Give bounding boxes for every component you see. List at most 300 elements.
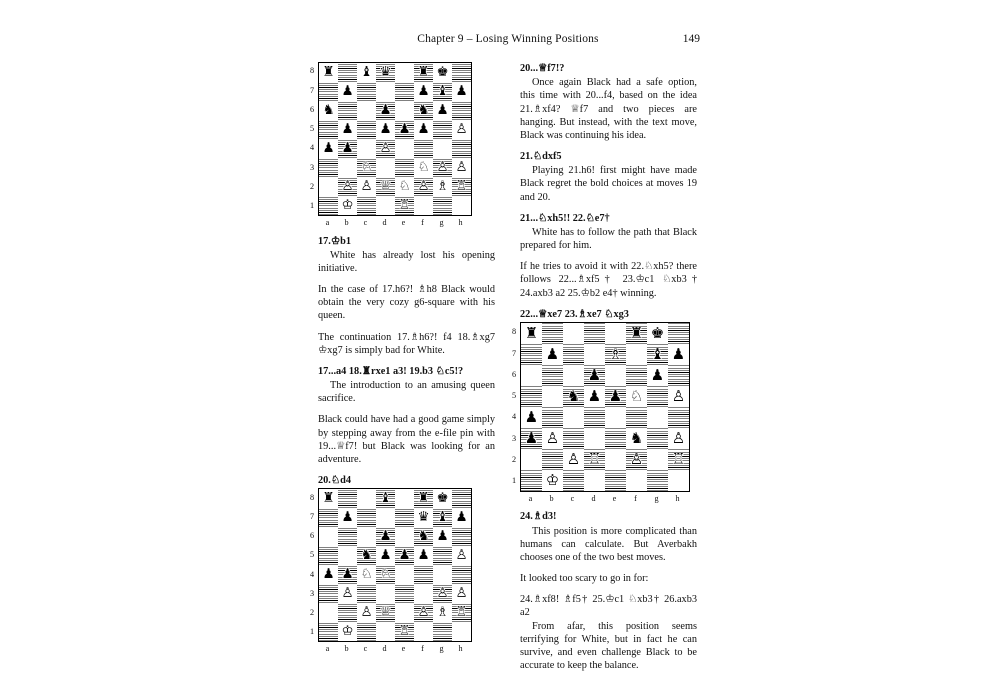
board-square [452, 546, 471, 565]
board-square [605, 344, 626, 365]
move-heading: 20.♘d4 [318, 475, 351, 487]
chess-piece: ♟ [379, 528, 392, 544]
board-square [319, 622, 338, 641]
chess-piece: ♟ [436, 101, 449, 118]
board-square [452, 63, 471, 82]
chess-piece: ♖ [398, 196, 411, 213]
rank-labels [307, 488, 317, 642]
board-square [376, 101, 395, 120]
chess-piece: ♞ [566, 386, 581, 405]
board-square [338, 177, 357, 196]
board-square [563, 365, 584, 386]
chess-piece: ♘ [629, 386, 644, 405]
board-square [338, 63, 357, 82]
file-label: d [591, 493, 596, 503]
paragraph: White has to follow the path that Black prepared for him. [520, 226, 697, 252]
board-square [338, 508, 357, 527]
chess-piece: ♙ [629, 449, 644, 468]
chess-piece: ♝ [650, 344, 665, 363]
board-square [414, 82, 433, 101]
chess-piece: ♞ [417, 101, 430, 118]
board-square [605, 407, 626, 428]
chess-piece: ♞ [360, 547, 373, 563]
board-square [357, 177, 376, 196]
board-square [338, 158, 357, 177]
chess-piece: ♚ [436, 490, 449, 506]
chess-piece: ♟ [341, 139, 354, 156]
board-square [357, 546, 376, 565]
board-square [647, 428, 668, 449]
file-label: h [675, 493, 680, 503]
board-square [376, 120, 395, 139]
paragraph: It looked too scary to go in for: [520, 573, 649, 585]
board-square [452, 603, 471, 622]
move-heading: 17.♔b1 [318, 235, 351, 247]
board-square [414, 489, 433, 508]
board-square [452, 584, 471, 603]
board-square [357, 565, 376, 584]
board-square [414, 527, 433, 546]
board-square [395, 622, 414, 641]
paragraph: This position is more complicated than humans can calculate. But Averbakh chooses one of the two best moves. [520, 525, 697, 563]
board-square [584, 386, 605, 407]
paragraph: In the case of 17.h6?! ♗h8 Black would obtain the very cozy g6-square with his queen. [318, 284, 495, 322]
board-square [626, 386, 647, 407]
file-label: f [421, 218, 424, 227]
board-square [452, 527, 471, 546]
board-square [319, 196, 338, 215]
board-square [357, 139, 376, 158]
file-label: h [458, 218, 463, 227]
chess-piece: ♟ [322, 139, 335, 156]
board-square [433, 101, 452, 120]
board-square [521, 365, 542, 386]
rank-label: 4 [309, 569, 315, 579]
chess-piece: ♟ [341, 509, 354, 525]
board-square [414, 177, 433, 196]
board-square [626, 365, 647, 386]
board-square [542, 428, 563, 449]
chess-piece: ♖ [671, 449, 686, 468]
chess-piece: ♝ [436, 82, 449, 99]
board-square [647, 449, 668, 470]
chess-piece: ♟ [671, 344, 686, 363]
rank-label: 7 [309, 511, 315, 521]
chess-piece: ♞ [322, 101, 335, 118]
board-square [376, 158, 395, 177]
chess-board-grid [318, 62, 472, 216]
board-square [414, 120, 433, 139]
file-label: a [325, 218, 330, 227]
chess-piece: ♔ [341, 196, 354, 213]
board-square [521, 407, 542, 428]
board-square [357, 196, 376, 215]
board-square [521, 323, 542, 344]
board-square [626, 323, 647, 344]
chess-piece: ♛ [379, 63, 392, 80]
board-square [521, 470, 542, 491]
file-label: h [458, 644, 463, 654]
rank-labels [509, 322, 519, 492]
chess-piece: ♙ [436, 158, 449, 175]
chess-piece: ♜ [417, 490, 430, 506]
chess-piece: ♙ [671, 428, 686, 447]
right-column-text-top [520, 62, 697, 321]
board-square [668, 344, 689, 365]
board-square [433, 63, 452, 82]
file-label: c [570, 493, 575, 503]
board-square [376, 63, 395, 82]
rank-label: 1 [511, 476, 517, 486]
rank-label: 8 [511, 327, 517, 337]
chess-diagram-1 [309, 62, 495, 229]
rank-label: 5 [309, 124, 315, 134]
board-square [433, 196, 452, 215]
board-square [338, 489, 357, 508]
chess-piece: ♙ [455, 158, 468, 175]
board-square [357, 82, 376, 101]
board-square [668, 470, 689, 491]
chess-piece: ♟ [417, 82, 430, 99]
chess-piece: ♜ [524, 323, 539, 342]
board-square [605, 470, 626, 491]
position-after-20-Nd4 [309, 488, 470, 655]
board-square [338, 527, 357, 546]
board-square [647, 386, 668, 407]
paragraph: Playing 21.h6! first might have made Black regret the bold choices at moves 19 and 20. [520, 165, 697, 203]
board-square [338, 622, 357, 641]
board-square [395, 565, 414, 584]
board-square [395, 508, 414, 527]
file-labels [318, 644, 470, 655]
board-square [319, 63, 338, 82]
board-square [452, 139, 471, 158]
board-square [338, 584, 357, 603]
move-heading: 24.♗d3! [520, 511, 557, 523]
board-square [433, 139, 452, 158]
rank-label: 2 [511, 454, 517, 464]
chess-piece: ♟ [322, 566, 335, 582]
chess-piece: ♕ [379, 177, 392, 194]
file-label: c [363, 644, 368, 654]
chess-piece: ♖ [398, 623, 411, 639]
chess-piece: ♗ [436, 177, 449, 194]
board-square [647, 323, 668, 344]
board-square [338, 101, 357, 120]
board-square [433, 527, 452, 546]
board-square [584, 449, 605, 470]
board-square [452, 120, 471, 139]
chess-piece: ♙ [566, 449, 581, 468]
move-heading: 22...♕xe7 23.♗xe7 ♘xg3 [520, 308, 629, 320]
board-square [605, 449, 626, 470]
board-square [414, 565, 433, 584]
file-label: a [325, 644, 330, 654]
board-square [319, 139, 338, 158]
chess-piece: ♜ [629, 323, 644, 342]
rank-label: 7 [309, 85, 315, 95]
chess-piece: ♙ [455, 585, 468, 601]
chess-piece: ♖ [455, 177, 468, 194]
board-square [521, 428, 542, 449]
chess-piece: ♙ [360, 604, 373, 620]
board-square [338, 603, 357, 622]
paragraph: Once again Black had a safe option, this time with 20...f4, based on the idea 21.♗xf4? ♕f7 and two pieces are hanging. But instead, with the text move, Black was continuing his idea. [520, 77, 697, 141]
rank-label: 2 [309, 181, 315, 191]
board-square [584, 470, 605, 491]
board-square [542, 344, 563, 365]
rank-label: 1 [309, 627, 315, 637]
chess-piece: ♙ [545, 428, 560, 447]
chess-piece: ♝ [436, 509, 449, 525]
paragraph: The introduction to an amusing queen sacrifice. [318, 380, 495, 405]
chess-diagram-2 [309, 488, 495, 655]
board-square [521, 386, 542, 407]
file-label: e [612, 493, 617, 503]
chess-piece: ♜ [322, 63, 335, 80]
board-square [584, 407, 605, 428]
board-square [433, 120, 452, 139]
board-square [376, 139, 395, 158]
rank-label: 5 [309, 550, 315, 560]
board-square [433, 82, 452, 101]
board-square [414, 508, 433, 527]
board-square [376, 584, 395, 603]
board-square [414, 196, 433, 215]
board-square [338, 139, 357, 158]
file-labels [318, 218, 470, 229]
chess-piece: ♟ [455, 82, 468, 99]
board-square [563, 386, 584, 407]
board-square [584, 323, 605, 344]
board-square [521, 449, 542, 470]
board-square [376, 177, 395, 196]
chess-piece: ♟ [417, 120, 430, 137]
chess-piece: ♙ [455, 547, 468, 563]
board-square [395, 101, 414, 120]
board-square [357, 508, 376, 527]
board-square [452, 489, 471, 508]
board-square [414, 584, 433, 603]
chess-piece: ♟ [341, 82, 354, 99]
board-square [376, 546, 395, 565]
board-square [605, 428, 626, 449]
board-square [414, 622, 433, 641]
board-square [433, 158, 452, 177]
rank-label: 1 [309, 201, 315, 211]
chess-piece: ♗ [436, 604, 449, 620]
rank-label: 4 [309, 143, 315, 153]
board-square [338, 546, 357, 565]
board-square [376, 565, 395, 584]
position-after-17-Kb1 [309, 62, 470, 229]
rank-label: 7 [511, 348, 517, 358]
board-square [319, 546, 338, 565]
file-label: g [439, 218, 444, 227]
board-square [414, 63, 433, 82]
chess-piece: ♟ [650, 365, 665, 384]
right-column-text-bottom [520, 510, 697, 672]
board-square [452, 82, 471, 101]
chess-piece: ♟ [379, 120, 392, 137]
rank-label: 6 [511, 369, 517, 379]
chess-piece: ♟ [587, 386, 602, 405]
board-square [414, 139, 433, 158]
file-label: e [401, 218, 406, 227]
chess-piece: ♟ [545, 344, 560, 363]
board-square [626, 449, 647, 470]
file-label: a [528, 493, 533, 503]
board-square [376, 196, 395, 215]
file-label: f [634, 493, 637, 503]
chess-piece: ♛ [417, 509, 430, 525]
page-number: 149 [682, 33, 700, 45]
board-square [626, 407, 647, 428]
rank-labels [307, 62, 317, 216]
board-square [563, 470, 584, 491]
board-square [319, 508, 338, 527]
board-square [414, 603, 433, 622]
board-square [376, 603, 395, 622]
board-square [668, 323, 689, 344]
board-square [647, 344, 668, 365]
file-label: d [382, 644, 387, 654]
chess-piece: ♟ [524, 428, 539, 447]
chess-piece: ♟ [379, 101, 392, 118]
board-square [605, 323, 626, 344]
left-column-text [318, 235, 495, 488]
board-square [357, 63, 376, 82]
board-square [563, 428, 584, 449]
file-label: f [421, 644, 424, 654]
board-square [395, 120, 414, 139]
rank-label: 4 [511, 412, 517, 422]
board-square [433, 584, 452, 603]
board-square [433, 565, 452, 584]
file-label: d [382, 218, 387, 227]
chess-piece: ♙ [379, 139, 392, 156]
chess-piece: ♖ [587, 449, 602, 468]
chess-piece: ♟ [455, 509, 468, 525]
chess-board-grid [318, 488, 472, 642]
chess-piece: ♘ [360, 158, 373, 175]
board-square [584, 365, 605, 386]
file-label: b [344, 218, 349, 227]
board-square [668, 428, 689, 449]
chess-piece: ♟ [341, 120, 354, 137]
move-heading: 21.♘dxf5 [520, 151, 562, 163]
board-square [542, 365, 563, 386]
chess-piece: ♝ [379, 490, 392, 506]
board-square [542, 407, 563, 428]
move-heading: 21...♘xh5!! 22.♘e7† [520, 212, 610, 224]
board-square [414, 158, 433, 177]
board-square [376, 508, 395, 527]
file-label: b [549, 493, 554, 503]
chess-piece: ♜ [322, 490, 335, 506]
file-label: b [344, 644, 349, 654]
rank-label: 3 [309, 588, 315, 598]
chess-piece: ♘ [360, 566, 373, 582]
board-square [357, 101, 376, 120]
board-square [452, 565, 471, 584]
position-after-23-Nxg3 [511, 322, 688, 505]
board-square [338, 565, 357, 584]
board-square [668, 386, 689, 407]
rank-label: 6 [309, 531, 315, 541]
board-square [357, 584, 376, 603]
rank-label: 8 [309, 492, 315, 502]
file-label: g [439, 644, 444, 654]
board-square [668, 365, 689, 386]
rank-label: 3 [511, 433, 517, 443]
board-square [357, 489, 376, 508]
board-square [542, 386, 563, 407]
chess-piece: ♟ [341, 566, 354, 582]
chess-piece: ♝ [360, 63, 373, 80]
paragraph: 24.♗xf8! ♗f5† 25.♔c1 ♘xb3† 26.axb3 a2 [520, 594, 697, 619]
chess-piece: ♟ [398, 547, 411, 563]
chess-diagram-3 [511, 322, 697, 505]
paragraph: If he tries to avoid it with 22.♘xh5? there follows 22...♗xf5† 23.♔c1 ♘xb3† 24.axb3 a2 25.♔b2 e4† winning. [520, 261, 697, 299]
board-square [542, 449, 563, 470]
chess-board-grid [520, 322, 690, 492]
board-square [433, 508, 452, 527]
chess-piece: ♙ [671, 386, 686, 405]
chess-piece: ♟ [608, 386, 623, 405]
board-square [647, 365, 668, 386]
board-square [395, 527, 414, 546]
chess-piece: ♙ [455, 120, 468, 137]
board-square [319, 158, 338, 177]
board-square [376, 622, 395, 641]
right-text-column [511, 62, 697, 680]
chess-piece: ♟ [587, 365, 602, 384]
board-square [414, 101, 433, 120]
chess-piece: ♚ [436, 63, 449, 80]
board-square [357, 120, 376, 139]
chess-piece: ♙ [436, 585, 449, 601]
board-square [433, 622, 452, 641]
paragraph: The continuation 17.♗h6?! f4 18.♗xg7 ♔xg7 is simply bad for White. [318, 331, 495, 356]
chess-piece: ♟ [417, 547, 430, 563]
board-square [376, 82, 395, 101]
board-square [357, 603, 376, 622]
chess-piece: ♟ [436, 528, 449, 544]
board-square [563, 323, 584, 344]
board-square [563, 449, 584, 470]
file-labels [520, 494, 688, 505]
left-text-column [309, 62, 495, 661]
chess-piece: ♖ [455, 604, 468, 620]
board-square [542, 470, 563, 491]
board-square [395, 196, 414, 215]
board-square [319, 527, 338, 546]
rank-label: 6 [309, 104, 315, 114]
board-square [433, 177, 452, 196]
chess-piece: ♘ [417, 158, 430, 175]
board-square [452, 158, 471, 177]
file-label: c [363, 218, 368, 227]
chess-piece: ♙ [341, 177, 354, 194]
chess-piece: ♘ [379, 566, 392, 582]
board-square [563, 407, 584, 428]
board-square [376, 527, 395, 546]
paragraph: White has already lost his opening initiative. [318, 249, 495, 274]
board-square [605, 386, 626, 407]
chess-piece: ♔ [341, 623, 354, 639]
rank-label: 2 [309, 608, 315, 618]
